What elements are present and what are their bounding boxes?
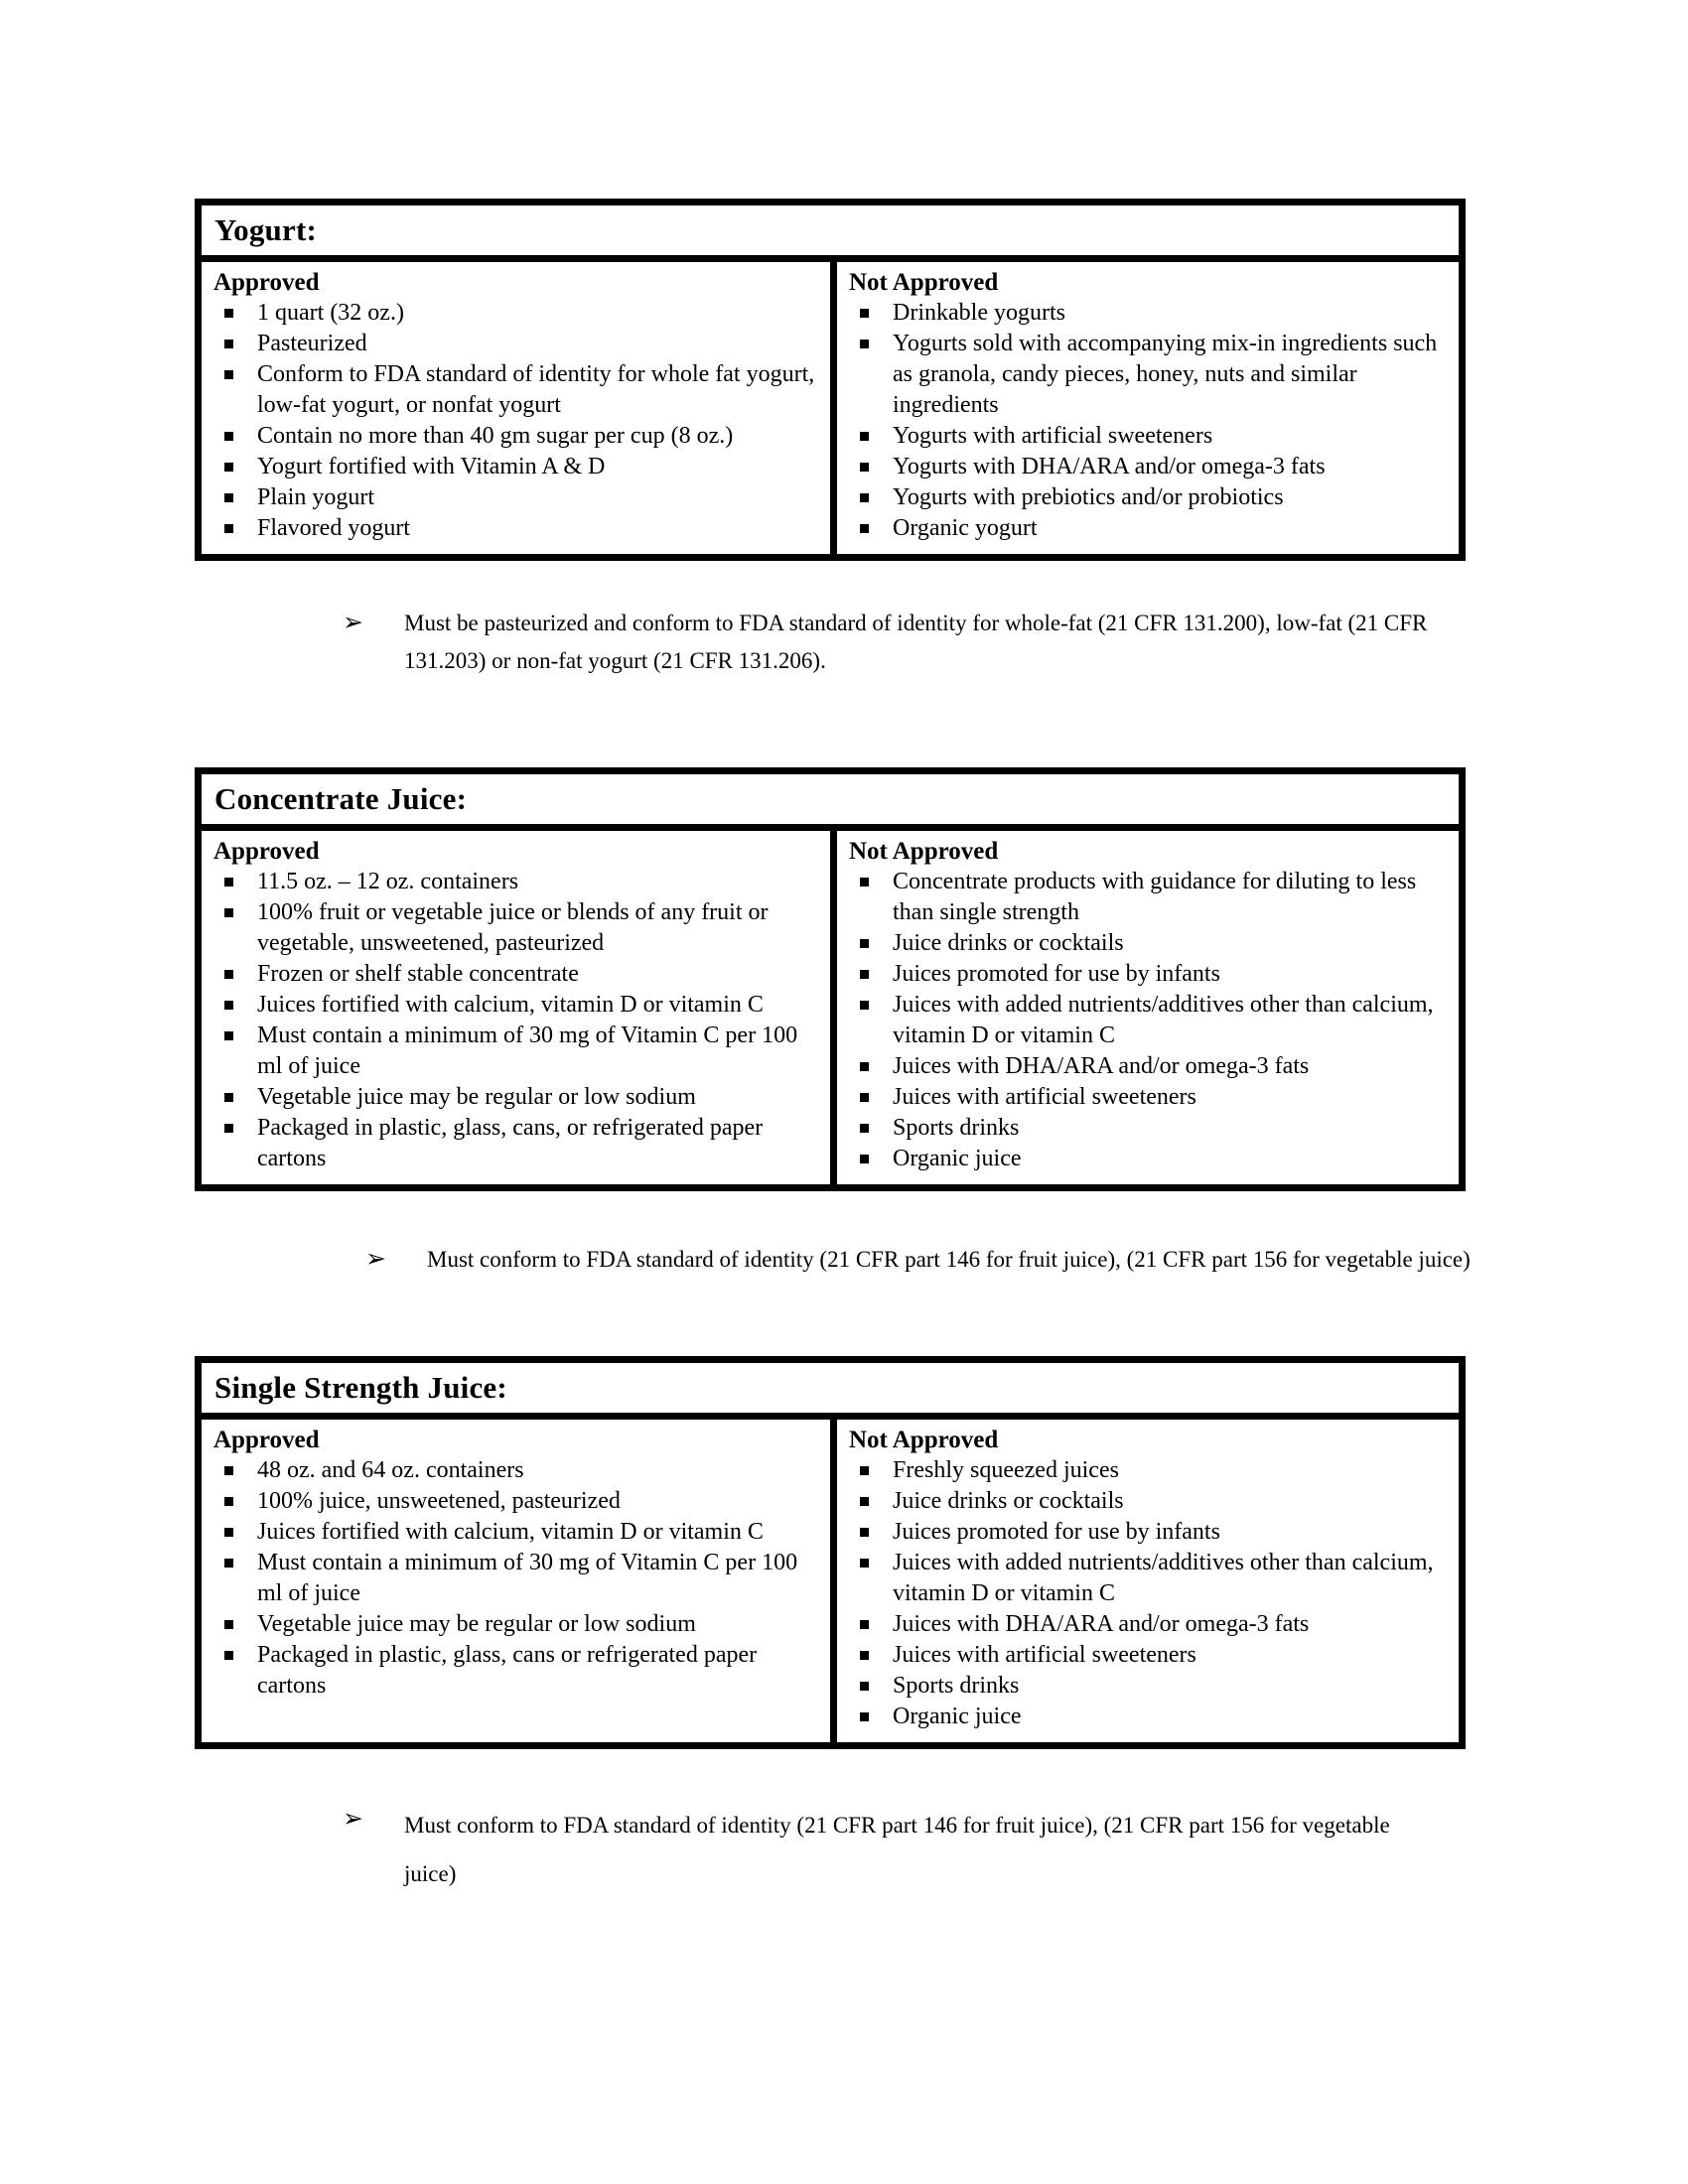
yogurt-table-title: Yogurt: <box>202 205 1459 262</box>
list-item-text: 48 oz. and 64 oz. containers <box>257 1457 524 1483</box>
list-item <box>213 867 824 897</box>
square-bullet-icon <box>213 1517 257 1548</box>
list-item <box>849 329 1453 421</box>
list-item <box>213 1082 824 1113</box>
square-bullet-icon <box>849 452 893 482</box>
square-bullet-icon <box>213 1113 257 1174</box>
approved-header: Approved <box>213 1427 320 1453</box>
list-item-text: Vegetable juice may be regular or low sodium <box>257 1084 696 1110</box>
arrow-bullet-icon: ➢ <box>343 1806 363 1833</box>
concentrate-juice-table-title: Concentrate Juice: <box>202 774 1459 831</box>
list-item-text: Juices with added nutrients/additives other than calcium, vitamin D or vitamin C <box>893 992 1434 1048</box>
list-item-text: Yogurts with artificial sweeteners <box>893 423 1213 449</box>
square-bullet-icon <box>849 1113 893 1144</box>
square-bullet-icon <box>213 867 257 897</box>
list-item <box>849 959 1453 990</box>
square-bullet-icon <box>213 897 257 959</box>
list-item <box>849 1517 1453 1548</box>
square-bullet-icon <box>849 1455 893 1486</box>
square-bullet-icon <box>213 1548 257 1609</box>
list-item-text: Must contain a minimum of 30 mg of Vitamin C per 100 ml of juice <box>257 1023 798 1079</box>
concentrate-approved-column <box>202 831 830 1184</box>
square-bullet-icon <box>849 959 893 990</box>
concentrate-juice-table <box>195 767 1466 1191</box>
yogurt-approved-column <box>202 262 830 554</box>
list-item <box>213 1640 824 1702</box>
square-bullet-icon <box>213 1082 257 1113</box>
list-item-text: Pasteurized <box>257 331 367 356</box>
list-item <box>213 1517 824 1548</box>
single-strength-approved-column <box>202 1420 830 1742</box>
list-item <box>213 990 824 1021</box>
list-item-text: Sports drinks <box>893 1115 1020 1141</box>
single-strength-approved-list <box>213 1455 824 1702</box>
list-item-text: Concentrate products with guidance for diluting to less than single strength <box>893 869 1417 925</box>
concentrate-juice-section <box>195 767 1485 1279</box>
concentrate-juice-note <box>365 1241 1485 1279</box>
yogurt-table-body <box>202 262 1459 554</box>
square-bullet-icon <box>849 1671 893 1702</box>
list-item <box>849 421 1453 452</box>
list-item <box>213 1609 824 1640</box>
yogurt-approved-list <box>213 298 824 544</box>
list-item-text: Drinkable yogurts <box>893 300 1065 326</box>
square-bullet-icon <box>849 1702 893 1732</box>
list-item-text: 11.5 oz. – 12 oz. containers <box>257 869 519 894</box>
list-item-text: Yogurts sold with accompanying mix-in ingredients such as granola, candy pieces, honey, nuts and similar ingredients <box>893 331 1438 418</box>
square-bullet-icon <box>849 1609 893 1640</box>
square-bullet-icon <box>213 329 257 359</box>
square-bullet-icon <box>213 421 257 452</box>
list-item-text: Contain no more than 40 gm sugar per cup (8 oz.) <box>257 423 734 449</box>
square-bullet-icon <box>849 298 893 329</box>
square-bullet-icon <box>213 1021 257 1082</box>
arrow-bullet-icon: ➢ <box>343 610 363 636</box>
square-bullet-icon <box>849 1548 893 1609</box>
list-item <box>213 452 824 482</box>
list-item <box>213 329 824 359</box>
square-bullet-icon <box>213 452 257 482</box>
not-approved-header: Not Approved <box>849 838 999 865</box>
note-text: Must conform to FDA standard of identity (21 CFR part 146 for fruit juice), (21 CFR part 156 for vegetable juice) <box>427 1247 1471 1272</box>
list-item-text: Yogurts with DHA/ARA and/or omega-3 fats <box>893 454 1326 479</box>
square-bullet-icon <box>213 959 257 990</box>
single-strength-juice-section <box>195 1356 1485 1899</box>
square-bullet-icon <box>213 1609 257 1640</box>
list-item-text: Freshly squeezed juices <box>893 1457 1119 1483</box>
square-bullet-icon <box>213 298 257 329</box>
list-item-text: 100% juice, unsweetened, pasteurized <box>257 1488 621 1514</box>
yogurt-not-approved-column <box>830 262 1459 554</box>
square-bullet-icon <box>213 1455 257 1486</box>
approved-header: Approved <box>213 269 320 296</box>
square-bullet-icon <box>849 1144 893 1174</box>
concentrate-not-approved-column <box>830 831 1459 1184</box>
list-item <box>849 1609 1453 1640</box>
list-item <box>849 1455 1453 1486</box>
list-item <box>213 421 824 452</box>
list-item-text: Organic juice <box>893 1704 1022 1729</box>
list-item <box>213 897 824 959</box>
list-item <box>849 1671 1453 1702</box>
list-item <box>849 513 1453 544</box>
list-item-text: Flavored yogurt <box>257 515 410 541</box>
list-item-text: Juices with DHA/ARA and/or omega-3 fats <box>893 1053 1310 1079</box>
square-bullet-icon <box>849 867 893 928</box>
list-item-text: Juices with DHA/ARA and/or omega-3 fats <box>893 1611 1310 1637</box>
square-bullet-icon <box>849 513 893 544</box>
list-item-text: Packaged in plastic, glass, cans or refrigerated paper cartons <box>257 1642 758 1699</box>
note-text: Must be pasteurized and conform to FDA standard of identity for whole-fat (21 CFR 131.200), low-fat (21 CFR 131.203) or non-fat yogurt (21 CFR 131.206). <box>404 611 1428 673</box>
list-item-text: Juices promoted for use by infants <box>893 961 1220 987</box>
yogurt-not-approved-list <box>849 298 1453 544</box>
list-item <box>849 1640 1453 1671</box>
list-item <box>849 928 1453 959</box>
list-item <box>849 452 1453 482</box>
single-strength-juice-table-body <box>202 1420 1459 1742</box>
list-item <box>849 482 1453 513</box>
list-item <box>213 359 824 421</box>
square-bullet-icon <box>213 1486 257 1517</box>
square-bullet-icon <box>849 1486 893 1517</box>
list-item <box>849 1144 1453 1174</box>
list-item-text: Organic juice <box>893 1146 1022 1171</box>
list-item <box>213 482 824 513</box>
list-item-text: Plain yogurt <box>257 484 374 510</box>
square-bullet-icon <box>849 1051 893 1082</box>
square-bullet-icon <box>849 421 893 452</box>
not-approved-header: Not Approved <box>849 1427 999 1453</box>
square-bullet-icon <box>849 329 893 421</box>
list-item-text: Packaged in plastic, glass, cans, or refrigerated paper cartons <box>257 1115 764 1171</box>
list-item-text: Must contain a minimum of 30 mg of Vitamin C per 100 ml of juice <box>257 1550 798 1606</box>
concentrate-approved-list <box>213 867 824 1174</box>
square-bullet-icon <box>849 1640 893 1671</box>
list-item-text: Juices fortified with calcium, vitamin D or vitamin C <box>257 992 764 1018</box>
yogurt-section <box>195 199 1485 680</box>
square-bullet-icon <box>213 990 257 1021</box>
single-strength-juice-table-title: Single Strength Juice: <box>202 1363 1459 1420</box>
list-item-text: Yogurt fortified with Vitamin A & D <box>257 454 606 479</box>
list-item-text: Juices with artificial sweeteners <box>893 1084 1196 1110</box>
single-strength-juice-table <box>195 1356 1466 1749</box>
list-item <box>213 1486 824 1517</box>
list-item-text: Juice drinks or cocktails <box>893 1488 1124 1514</box>
list-item <box>849 1702 1453 1732</box>
square-bullet-icon <box>213 513 257 544</box>
list-item <box>213 1021 824 1082</box>
square-bullet-icon <box>849 482 893 513</box>
list-item-text: Conform to FDA standard of identity for whole fat yogurt, low-fat yogurt, or nonfat yogurt <box>257 361 815 418</box>
list-item-text: 100% fruit or vegetable juice or blends of any fruit or vegetable, unsweetened, pasteurized <box>257 899 769 956</box>
single-strength-juice-note <box>343 1801 1485 1899</box>
square-bullet-icon <box>849 928 893 959</box>
list-item <box>849 1548 1453 1609</box>
list-item <box>213 1113 824 1174</box>
list-item-text: Juices with artificial sweeteners <box>893 1642 1196 1668</box>
list-item <box>849 867 1453 928</box>
square-bullet-icon <box>213 1640 257 1702</box>
list-item <box>849 990 1453 1051</box>
list-item <box>213 298 824 329</box>
list-item <box>849 1486 1453 1517</box>
arrow-bullet-icon: ➢ <box>365 1246 386 1273</box>
list-item-text: Frozen or shelf stable concentrate <box>257 961 579 987</box>
list-item <box>213 1548 824 1609</box>
square-bullet-icon <box>849 1082 893 1113</box>
list-item-text: Yogurts with prebiotics and/or probiotics <box>893 484 1284 510</box>
list-item-text: Juices promoted for use by infants <box>893 1519 1220 1545</box>
list-item-text: 1 quart (32 oz.) <box>257 300 404 326</box>
list-item <box>213 959 824 990</box>
yogurt-table <box>195 199 1466 561</box>
single-strength-not-approved-list <box>849 1455 1453 1732</box>
square-bullet-icon <box>849 1517 893 1548</box>
list-item-text: Vegetable juice may be regular or low sodium <box>257 1611 696 1637</box>
list-item-text: Sports drinks <box>893 1673 1020 1699</box>
note-text: Must conform to FDA standard of identity (21 CFR part 146 for fruit juice), (21 CFR part 156 for vegetable juice) <box>404 1813 1390 1887</box>
list-item <box>849 1113 1453 1144</box>
list-item <box>849 1051 1453 1082</box>
concentrate-not-approved-list <box>849 867 1453 1174</box>
square-bullet-icon <box>849 990 893 1051</box>
list-item <box>213 513 824 544</box>
list-item <box>849 1082 1453 1113</box>
list-item-text: Juices fortified with calcium, vitamin D or vitamin C <box>257 1519 764 1545</box>
approved-header: Approved <box>213 838 320 865</box>
list-item-text: Juices with added nutrients/additives other than calcium, vitamin D or vitamin C <box>893 1550 1434 1606</box>
list-item-text: Juice drinks or cocktails <box>893 930 1124 956</box>
list-item-text: Organic yogurt <box>893 515 1038 541</box>
square-bullet-icon <box>213 482 257 513</box>
yogurt-note <box>343 605 1485 680</box>
concentrate-juice-table-body <box>202 831 1459 1184</box>
list-item <box>849 298 1453 329</box>
list-item <box>213 1455 824 1486</box>
not-approved-header: Not Approved <box>849 269 999 296</box>
single-strength-not-approved-column <box>830 1420 1459 1742</box>
square-bullet-icon <box>213 359 257 421</box>
